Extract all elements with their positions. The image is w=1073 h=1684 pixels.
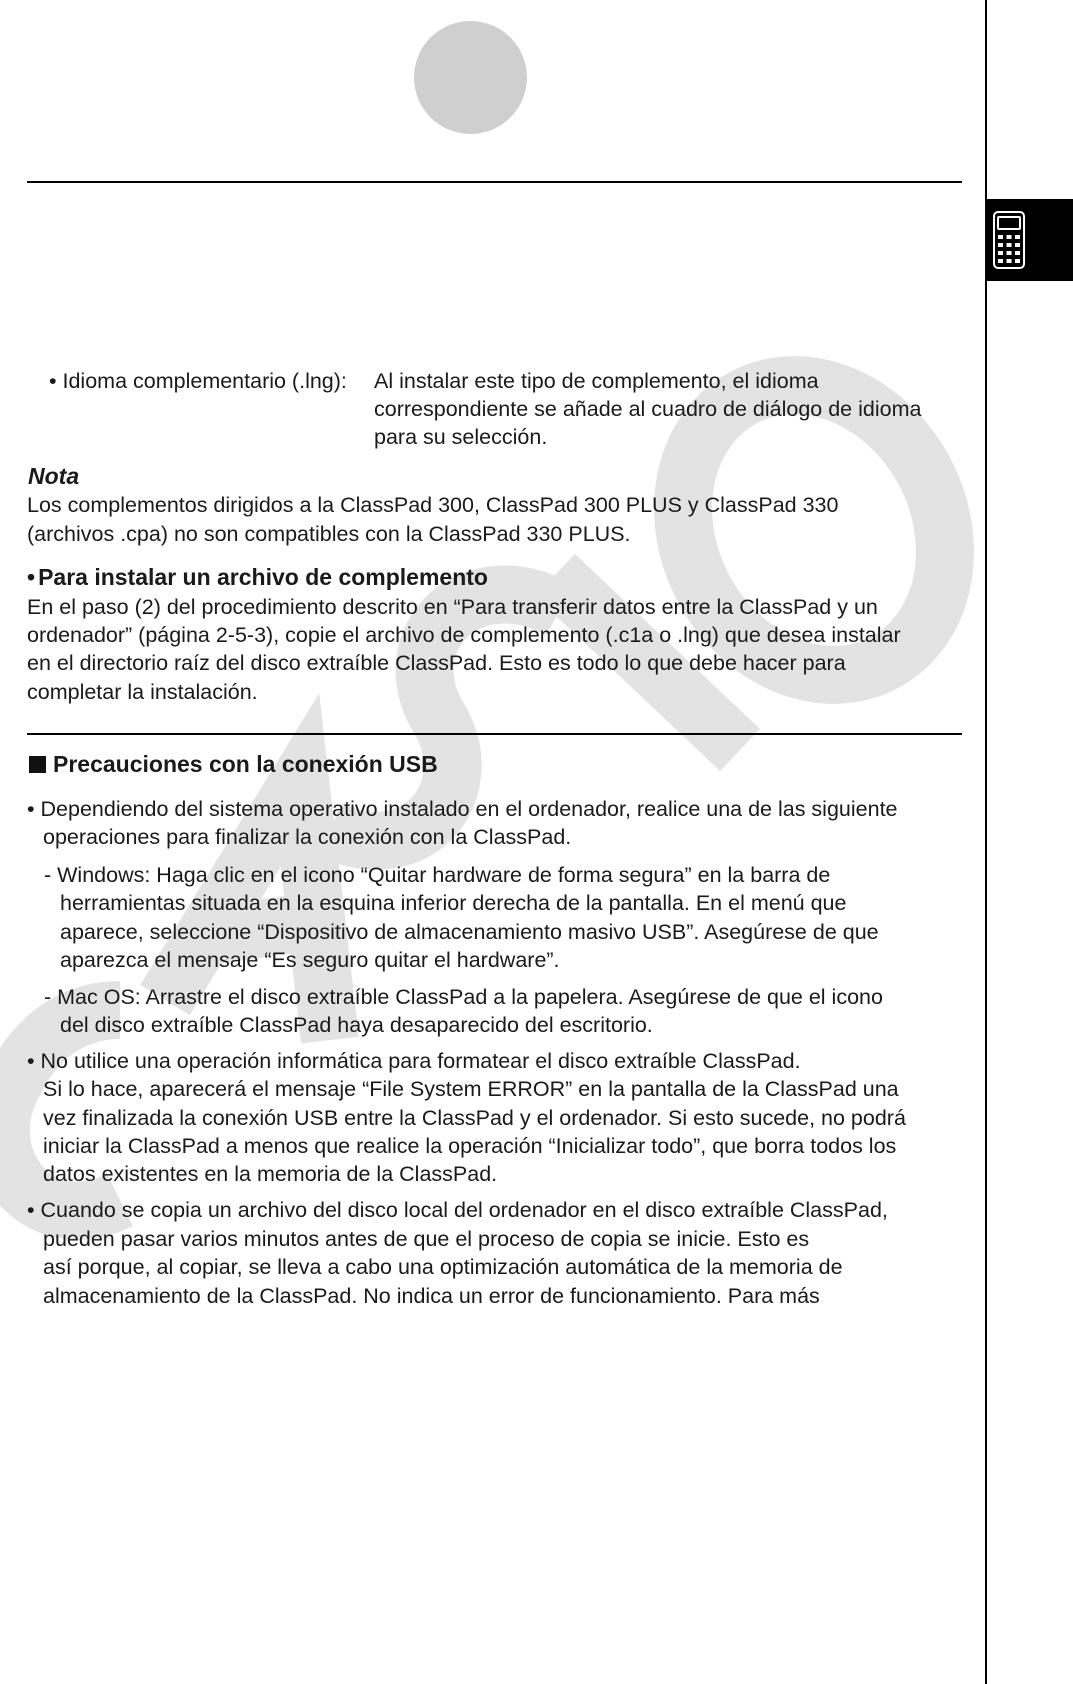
windows-line: - Windows: Haga clic en el icono “Quitar hardware de forma segura” en la barra de [44,863,831,887]
nota-line: Los complementos dirigidos a la ClassPad 300, ClassPad 300 PLUS y ClassPad 330 [27,493,839,517]
square-bullet-icon [29,756,46,773]
nota-title: Nota [28,463,80,489]
usb-b2-line: datos existentes en la memoria de la ClassPad. [43,1162,498,1186]
idioma-desc-line: correspondiente se añade al cuadro de diálogo de idioma [374,397,922,421]
windows-line: aparezca el mensaje “Es seguro quitar el hardware”. [60,948,560,972]
idioma-term: • Idioma complementario (.lng): [49,369,347,393]
header-rule [27,181,962,183]
install-line: En el paso (2) del procedimiento descrito en “Para transferir datos entre la ClassPad y un [27,595,878,619]
calculator-icon [993,211,1025,269]
usb-b3-line: • Cuando se copia un archivo del disco local del ordenador en el disco extraíble ClassPad, [27,1198,888,1222]
windows-line: aparece, seleccione “Dispositivo de almacenamiento masivo USB”. Asegúrese de que [60,920,879,944]
usb-b3-line: almacenamiento de la ClassPad. No indica un error de funcionamiento. Para más [43,1284,820,1308]
idioma-desc-line: Al instalar este tipo de complemento, el idioma [374,369,819,393]
install-line: en el directorio raíz del disco extraíble ClassPad. Esto es todo lo que debe hacer para [27,651,846,675]
usb-b2-line: vez finalizada la conexión USB entre la ClassPad y el ordenador. Si esto sucede, no podrá [43,1106,906,1130]
usb-b1-line: • Dependiendo del sistema operativo instalado en el ordenador, realice una de las siguiente [27,797,898,821]
usb-b3-line: pueden pasar varios minutos antes de que el proceso de copia se inicie. Esto es [43,1227,810,1251]
chapter-tab [987,199,1073,281]
decorative-circle [414,21,527,134]
install-line: ordenador” (página 2-5-3), copie el archivo de complemento (.c1a o .lng) que desea instalar [27,623,901,647]
mac-line: - Mac OS: Arrastre el disco extraíble ClassPad a la papelera. Asegúrese de que el icono [44,985,883,1009]
nota-line: (archivos .cpa) no son compatibles con la ClassPad 330 PLUS. [27,522,631,546]
usb-b1-line: operaciones para finalizar la conexión con la ClassPad. [43,825,572,849]
install-line: completar la instalación. [27,680,258,704]
install-heading [27,563,488,592]
idioma-desc-line: para su selección. [374,425,548,449]
usb-heading [29,750,438,779]
mac-line: del disco extraíble ClassPad haya desaparecido del escritorio. [60,1013,653,1037]
bullet: • [27,564,36,590]
usb-heading-text: Precauciones con la conexión USB [53,751,438,777]
usb-b2-line: Si lo hace, aparecerá el mensaje “File System ERROR” en la pantalla de la ClassPad una [43,1077,899,1101]
windows-line: herramientas situada en la esquina inferior derecha de la pantalla. En el menú que [60,891,847,915]
usb-b2-line: • No utilice una operación informática para formatear el disco extraíble ClassPad. [27,1049,801,1073]
usb-b2-line: iniciar la ClassPad a menos que realice la operación “Inicializar todo”, que borra todos los [43,1134,897,1158]
section-rule [27,733,962,735]
install-heading-text: Para instalar un archivo de complemento [38,564,488,590]
usb-b3-line: así porque, al copiar, se lleva a cabo una optimización automática de la memoria de [43,1255,843,1279]
